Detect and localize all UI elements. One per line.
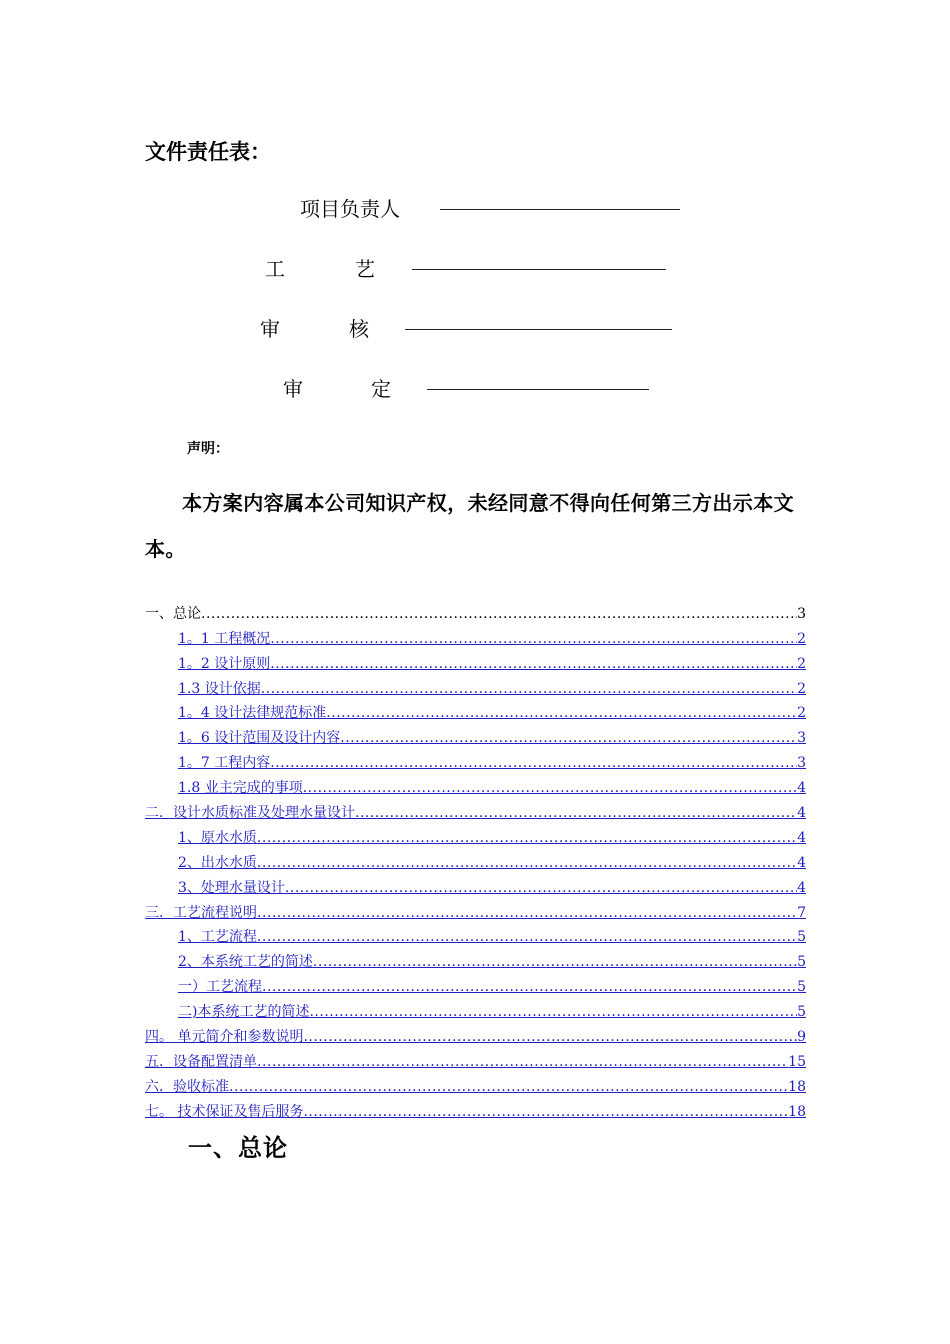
toc-entry-page: 3: [797, 730, 806, 747]
toc-entry-title: 二．设计水质标准及处理水量设计: [145, 805, 355, 822]
toc-entry[interactable]: [145, 897, 806, 922]
process-signature-line: [412, 269, 666, 270]
toc-dot-leader: [270, 655, 797, 673]
project-lead-label: 项目负责人: [300, 197, 400, 221]
toc-dot-leader: [257, 928, 797, 946]
toc-entry-page: 4: [797, 829, 806, 846]
toc-dot-leader: [270, 754, 797, 772]
toc-entry-page: 5: [797, 954, 806, 971]
toc-entry-page: 4: [797, 805, 806, 822]
toc-entry-page: 7: [797, 904, 806, 921]
toc-dot-leader: [262, 978, 797, 996]
toc-dot-leader: [257, 904, 797, 922]
toc-entry[interactable]: [145, 797, 806, 822]
toc-dot-leader: [326, 704, 797, 722]
toc-entry-title: 1。1 工程概况: [178, 630, 271, 647]
toc-entry-page: 15: [788, 1053, 806, 1070]
toc-entry[interactable]: [145, 673, 806, 698]
toc-entry-title: 1.8 业主完成的事项: [178, 780, 303, 797]
process-label-char-2: 艺: [355, 257, 375, 281]
toc-entry-page: 3: [797, 605, 806, 622]
declaration-text: 本方案内容属本公司知识产权，未经同意不得向任何第三方出示本文本。: [145, 491, 794, 561]
toc-dot-leader: [201, 605, 797, 623]
toc-entry-title: 2、本系统工艺的简述: [178, 954, 313, 971]
toc-entry-title: 二)本系统工艺的简述: [178, 1004, 310, 1021]
toc-entry-page: 5: [797, 1004, 806, 1021]
review-label-char-1: 审: [260, 317, 280, 341]
toc-entry[interactable]: [145, 623, 806, 648]
review-signature-line: [405, 329, 672, 330]
toc-entry-title: 一）工艺流程: [178, 979, 262, 996]
toc-entry[interactable]: [145, 598, 806, 623]
toc-entry-page: 2: [797, 705, 806, 722]
toc-dot-leader: [257, 854, 797, 872]
toc-entry-title: 六．验收标准: [145, 1078, 229, 1095]
toc-entry[interactable]: [145, 946, 806, 971]
approval-label-char-1: 审: [283, 377, 303, 401]
table-of-contents: [145, 598, 806, 1121]
toc-dot-leader: [313, 953, 797, 971]
process-label-char-1: 工: [265, 257, 285, 281]
toc-entry[interactable]: [145, 772, 806, 797]
toc-entry[interactable]: [145, 698, 806, 723]
toc-entry-title: 1。4 设计法律规范标准: [178, 705, 327, 722]
toc-entry-title: 1.3 设计依据: [178, 680, 261, 697]
toc-entry[interactable]: [145, 996, 806, 1021]
toc-entry[interactable]: [145, 847, 806, 872]
toc-entry-title: 七。 技术保证及售后服务: [145, 1103, 304, 1120]
toc-entry[interactable]: [145, 1021, 806, 1046]
project-lead-row: [300, 194, 690, 224]
toc-entry[interactable]: [145, 1096, 806, 1121]
toc-entry-page: 5: [797, 979, 806, 996]
toc-entry-page: 2: [797, 680, 806, 697]
toc-entry[interactable]: [145, 722, 806, 747]
toc-entry-page: 2: [797, 630, 806, 647]
toc-entry[interactable]: [145, 822, 806, 847]
toc-dot-leader: [340, 729, 797, 747]
toc-dot-leader: [270, 630, 797, 648]
toc-entry-title: 1。7 工程内容: [178, 755, 271, 772]
toc-entry-page: 9: [797, 1029, 806, 1046]
responsibility-title: 文件责任表：: [145, 140, 271, 164]
toc-entry-page: 5: [797, 929, 806, 946]
toc-entry-page: 4: [797, 879, 806, 896]
toc-entry-title: 3、处理水量设计: [178, 879, 285, 896]
toc-entry-page: 2: [797, 655, 806, 672]
toc-dot-leader: [261, 680, 797, 698]
process-row: [265, 254, 675, 284]
toc-dot-leader: [355, 804, 797, 822]
toc-entry-title: 三．工艺流程说明: [145, 904, 257, 921]
toc-entry-title: 1、原水水质: [178, 829, 257, 846]
toc-entry[interactable]: [145, 648, 806, 673]
toc-entry-title: 1、工艺流程: [178, 929, 257, 946]
toc-dot-leader: [257, 829, 797, 847]
project-lead-signature-line: [440, 209, 680, 210]
section-heading: 一、总论: [188, 1134, 288, 1162]
toc-entry[interactable]: [145, 922, 806, 947]
toc-entry-page: 4: [797, 854, 806, 871]
toc-dot-leader: [303, 1028, 797, 1046]
toc-entry[interactable]: [145, 1071, 806, 1096]
toc-entry[interactable]: [145, 1046, 806, 1071]
toc-entry-title: 五．设备配置清单: [145, 1053, 257, 1070]
approval-label-char-2: 定: [371, 377, 391, 401]
toc-entry-page: 4: [797, 780, 806, 797]
toc-entry-page: 18: [788, 1078, 806, 1095]
toc-entry-title: 四。 单元简介和参数说明: [145, 1029, 304, 1046]
toc-entry-title: 2、出水水质: [178, 854, 257, 871]
toc-dot-leader: [303, 779, 797, 797]
review-label-char-2: 核: [349, 317, 369, 341]
toc-entry-page: 3: [797, 755, 806, 772]
toc-dot-leader: [303, 1103, 788, 1121]
toc-dot-leader: [229, 1078, 788, 1096]
toc-entry-title: 一、总论: [145, 605, 201, 622]
toc-entry[interactable]: [145, 747, 806, 772]
review-row: [260, 314, 680, 344]
toc-entry[interactable]: [145, 971, 806, 996]
toc-entry[interactable]: [145, 872, 806, 897]
toc-entry-page: 18: [788, 1103, 806, 1120]
toc-dot-leader: [309, 1003, 797, 1021]
approval-row: [283, 374, 663, 404]
approval-signature-line: [427, 389, 649, 390]
toc-entry-title: 1。2 设计原则: [178, 655, 271, 672]
toc-dot-leader: [257, 1053, 788, 1071]
toc-entry-title: 1。6 设计范围及设计内容: [178, 730, 341, 747]
toc-dot-leader: [285, 879, 797, 897]
declaration-label: 声明：: [187, 441, 229, 457]
